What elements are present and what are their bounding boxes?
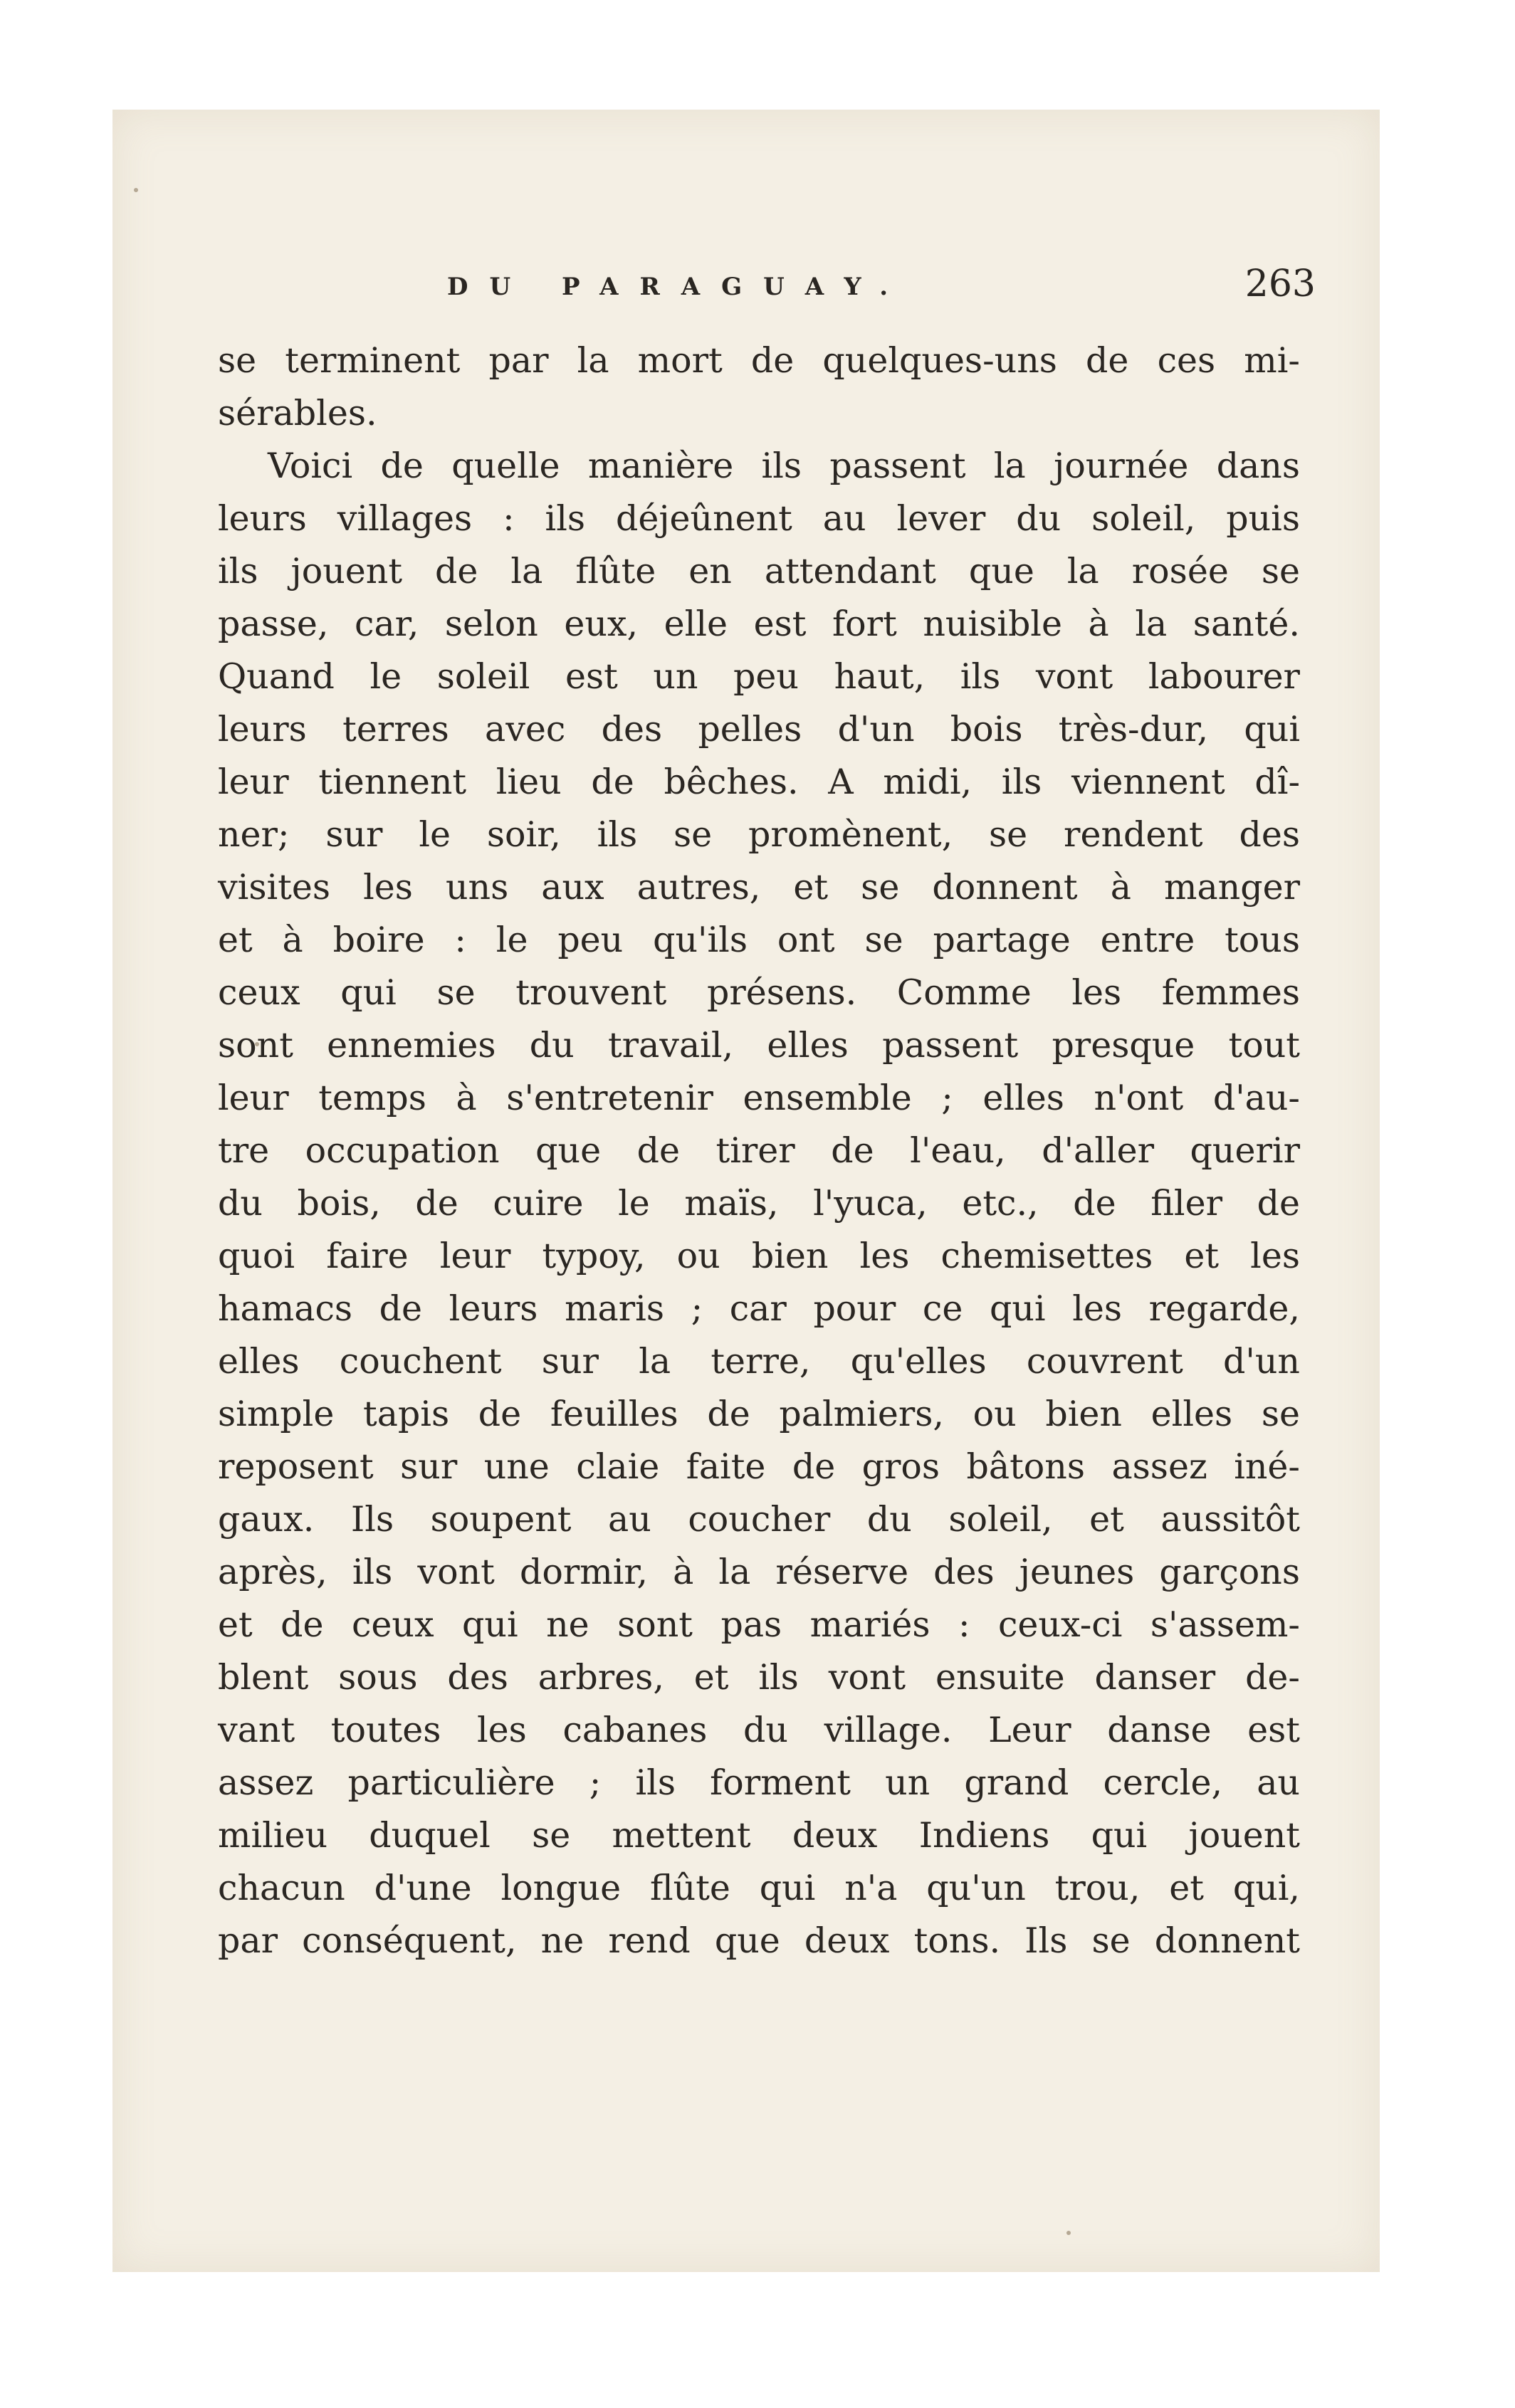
running-title: DU PARAGUAY. [447, 273, 910, 301]
text-line: leurs terres avec des pelles d'un bois très-dur, qui [218, 709, 1300, 750]
text-line: reposent sur une claie faite de gros bâtons assez iné- [218, 1446, 1300, 1487]
text-line: milieu duquel se mettent deux Indiens qui jouent [218, 1815, 1300, 1856]
text-line: passe, car, selon eux, elle est fort nuisible à la santé. [218, 604, 1300, 644]
text-line: sérables. [218, 393, 377, 433]
body-text [218, 335, 1300, 1967]
text-line: Quand le soleil est un peu haut, ils vont labourer [218, 656, 1300, 697]
text-line: ner; sur le soir, ils se promènent, se rendent des [218, 814, 1300, 855]
text-line: gaux. Ils soupent au coucher du soleil, et aussitôt [218, 1499, 1300, 1540]
text-line: simple tapis de feuilles de palmiers, ou bien elles se [218, 1394, 1300, 1434]
text-line: se terminent par la mort de quelques-uns de ces mi- [218, 340, 1300, 381]
page-speck [134, 188, 138, 192]
page-number: 263 [1244, 263, 1316, 305]
text-line: après, ils vont dormir, à la réserve des jeunes garçons [218, 1552, 1300, 1592]
text-line: et de ceux qui ne sont pas mariés : ceux-ci s'assem- [218, 1604, 1300, 1645]
text-line: hamacs de leurs maris ; car pour ce qui les regarde, [218, 1288, 1300, 1329]
text-line: et à boire : le peu qu'ils ont se partage entre tous [218, 920, 1300, 960]
running-head [112, 263, 1380, 312]
book-page [112, 110, 1380, 2272]
text-line: assez particulière ; ils forment un grand cercle, au [218, 1762, 1300, 1803]
text-line: du bois, de cuire le maïs, l'yuca, etc., de filer de [218, 1183, 1300, 1224]
text-line: leurs villages : ils déjeûnent au lever du soleil, puis [218, 498, 1300, 539]
text-line: leur temps à s'entretenir ensemble ; elles n'ont d'au- [218, 1078, 1300, 1118]
text-line: ils jouent de la flûte en attendant que la rosée se [218, 551, 1300, 592]
text-line: visites les uns aux autres, et se donnent à manger [218, 867, 1300, 908]
text-line: quoi faire leur typoy, ou bien les chemisettes et les [218, 1236, 1300, 1276]
text-line: ceux qui se trouvent présens. Comme les femmes [218, 972, 1300, 1013]
text-line: elles couchent sur la terre, qu'elles couvrent d'un [218, 1341, 1300, 1382]
text-line: par conséquent, ne rend que deux tons. Ils se donnent [218, 1920, 1300, 1961]
page-speck [1066, 2231, 1071, 2235]
text-line: vant toutes les cabanes du village. Leur danse est [218, 1710, 1300, 1750]
text-line: tre occupation que de tirer de l'eau, d'aller querir [218, 1130, 1300, 1171]
text-line: leur tiennent lieu de bêches. A midi, ils viennent dî- [218, 762, 1300, 802]
text-line: sont ennemies du travail, elles passent presque tout [218, 1025, 1300, 1066]
text-line: Voici de quelle manière ils passent la journée dans [268, 446, 1300, 486]
text-line: blent sous des arbres, et ils vont ensuite danser de- [218, 1657, 1300, 1698]
text-line: chacun d'une longue flûte qui n'a qu'un trou, et qui, [218, 1868, 1300, 1908]
